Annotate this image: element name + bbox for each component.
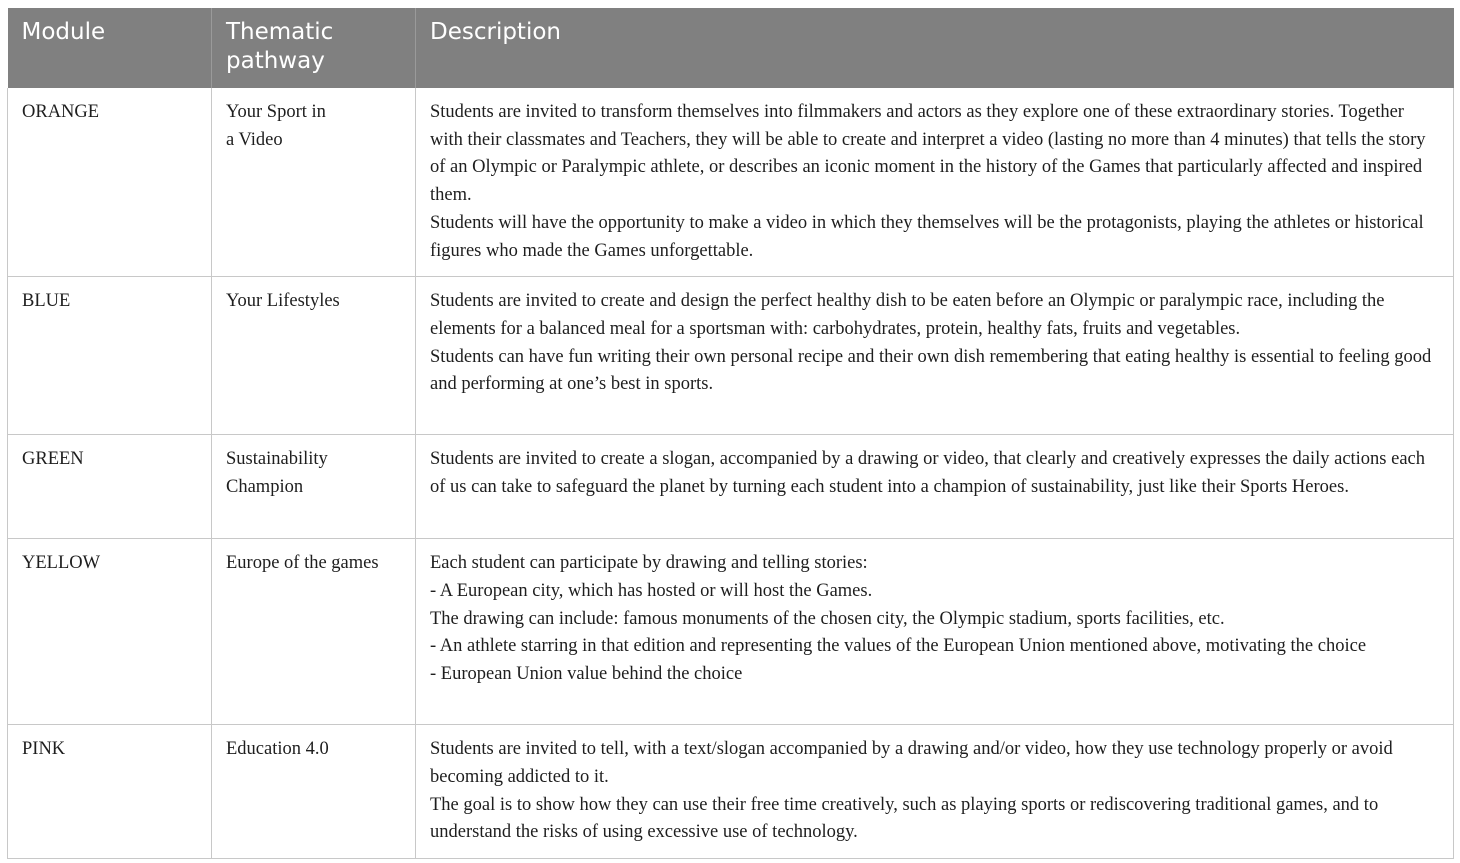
header-thematic-pathway — [212, 8, 416, 88]
description-paragraph: Students are invited to create a slogan, accompanied by a drawing or video, that clearly and creatively expresses the daily actions each of us can take to safeguard the planet by turning each student into a champion of sustainability, just like their Sports Heroes. — [430, 449, 1426, 497]
description-paragraph: Students are invited to transform themselves into filmmakers and actors as they explore one of these extraordinary stories. Together with their classmates and Teachers, they will be able to create and interpret a video (lasting no more than 4 minutes) that tells the story of an Olympic or Paralympic athlete, or describes an iconic moment in the history of the Games that particularly affected and inspired them. — [430, 102, 1426, 206]
table-row — [8, 277, 1454, 435]
header-pathway-line: pathway — [226, 48, 325, 74]
module-cell: ORANGE — [8, 88, 212, 277]
description-paragraph: Students can have fun writing their own personal recipe and their own dish remembering that eating healthy is essential to feeling good and performing at one’s best in sports. — [430, 346, 1432, 395]
description-paragraph: - An athlete starring in that edition and representing the values of the European Union mentioned above, motivating the choice — [430, 636, 1367, 657]
description-cell — [416, 88, 1454, 277]
module-cell: BLUE — [8, 277, 212, 435]
header-pathway-line: Thematic — [226, 19, 334, 45]
table-body — [8, 88, 1454, 859]
table-row — [8, 435, 1454, 539]
module-cell: PINK — [8, 725, 212, 859]
modules-table-container — [7, 8, 1453, 859]
module-cell: GREEN — [8, 435, 212, 539]
description-cell — [416, 435, 1454, 539]
pathway-cell: Education 4.0 — [212, 725, 416, 859]
header-module: Module — [8, 8, 212, 88]
description-paragraph: Students will have the opportunity to make a video in which they themselves will be the protagonists, playing the athletes or historical figures who made the Games unforgettable. — [430, 212, 1424, 261]
description-paragraph: Students are invited to create and design the perfect healthy dish to be eaten before an Olympic or paralympic race, including the elements for a balanced meal for a sportsman with: carbohydrates, protein, healthy fats, fruits and vegetables. — [430, 291, 1385, 339]
description-paragraph: The drawing can include: famous monuments of the chosen city, the Olympic stadium, sports facilities, etc. — [430, 608, 1225, 629]
description-paragraph: - A European city, which has hosted or will host the Games. — [430, 580, 873, 601]
description-cell — [416, 539, 1454, 725]
description-cell — [416, 277, 1454, 435]
description-paragraph: The goal is to show how they can use their free time creatively, such as playing sports or rediscovering traditional games, and to understand the risks of using excessive use of technology. — [430, 794, 1379, 843]
header-description: Description — [416, 8, 1454, 88]
table-header — [8, 8, 1454, 88]
table-row — [8, 539, 1454, 725]
header-row — [8, 8, 1454, 88]
description-paragraph: Students are invited to tell, with a text/slogan accompanied by a drawing and/or video, how they use technology properly or avoid becoming addicted to it. — [430, 739, 1393, 787]
description-cell — [416, 725, 1454, 859]
pathway-cell: Your Lifestyles — [212, 277, 416, 435]
table-row — [8, 88, 1454, 277]
description-paragraph: - European Union value behind the choice — [430, 664, 743, 685]
pathway-cell: Sustainability Champion — [212, 435, 416, 539]
modules-table — [7, 8, 1454, 859]
module-cell: YELLOW — [8, 539, 212, 725]
pathway-cell: Your Sport in a Video — [212, 88, 416, 277]
table-row — [8, 725, 1454, 859]
description-paragraph: Each student can participate by drawing and telling stories: — [430, 553, 868, 574]
pathway-cell: Europe of the games — [212, 539, 416, 725]
